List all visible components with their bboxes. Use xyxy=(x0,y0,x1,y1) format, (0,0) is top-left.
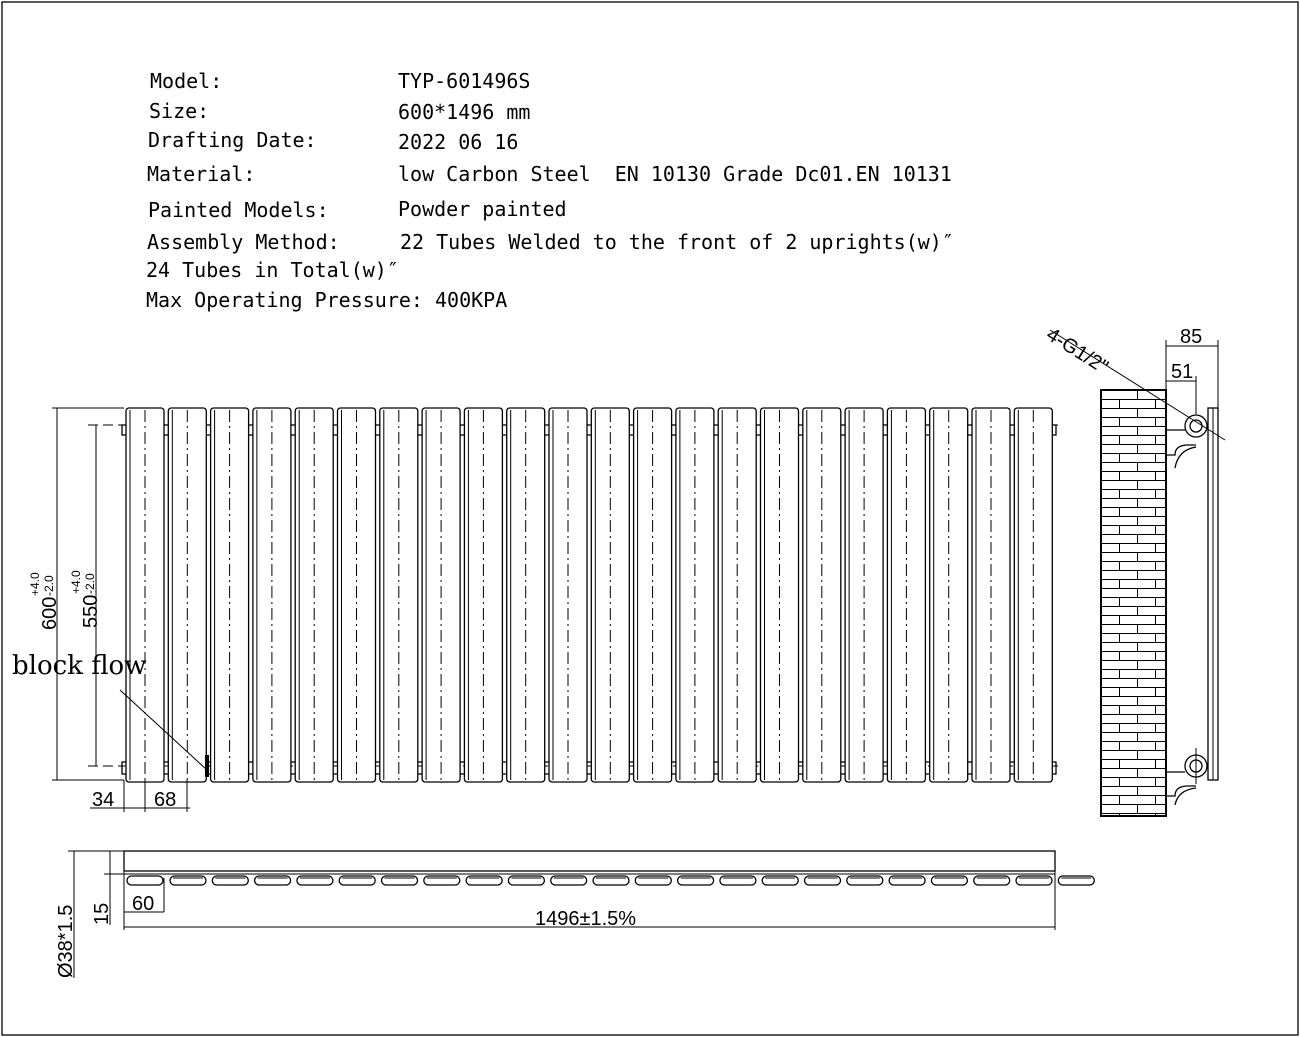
top-view-tube xyxy=(551,876,587,885)
dim-34-label: 34 xyxy=(92,789,115,811)
front-tube xyxy=(845,408,883,782)
top-view-tube xyxy=(1058,876,1094,885)
spec-value-date: 2022 06 16 xyxy=(398,130,519,154)
spec-label-size: Size: xyxy=(149,99,210,123)
top-view-tube xyxy=(847,876,883,885)
top-view-tube xyxy=(466,876,502,885)
top-view-tubes xyxy=(127,876,1094,885)
dim-60-label: 60 xyxy=(132,893,155,915)
spec-label-model: Model: xyxy=(150,69,223,93)
spec-max-pressure: Max Operating Pressure: 400KPA xyxy=(146,288,508,312)
front-tube xyxy=(422,408,460,782)
front-tube xyxy=(126,408,164,782)
connection-label: 4-G1/2" xyxy=(1042,323,1112,379)
dim-15-label: 15 xyxy=(91,902,113,925)
front-tube xyxy=(930,408,968,782)
top-view-tube xyxy=(255,876,291,885)
front-tube xyxy=(549,408,587,782)
top-view-tube xyxy=(931,876,967,885)
dim-tube-label: Ø38*1.5 xyxy=(55,904,77,978)
top-view-tube xyxy=(170,876,206,885)
dim-85-label: 85 xyxy=(1180,326,1203,348)
top-view-tube xyxy=(762,876,798,885)
top-view-tube xyxy=(1016,876,1052,885)
spec-value-size: 600*1496 mm xyxy=(398,100,531,124)
spec-value-material: low Carbon Steel EN 10130 Grade Dc01.EN 10131 xyxy=(398,162,952,186)
bracket-top-arm xyxy=(1175,447,1196,468)
front-tube xyxy=(887,408,925,782)
front-tube xyxy=(972,408,1010,782)
bracket-bottom-arm xyxy=(1175,788,1196,805)
front-tube xyxy=(803,408,841,782)
spec-value-model: TYP-601496S xyxy=(398,69,531,93)
front-tube xyxy=(718,408,756,782)
dim-1496-label: 1496±1.5% xyxy=(535,908,637,930)
dim-51-label: 51 xyxy=(1171,361,1194,383)
top-view-tube xyxy=(805,876,841,885)
top-view-frame xyxy=(124,851,1055,871)
top-view-tube xyxy=(424,876,460,885)
spec-value-assembly: 22 Tubes Welded to the front of 2 uprights(w)″ xyxy=(400,230,954,254)
spec-label-assembly: Assembly Method: xyxy=(147,230,340,254)
dim-68-label: 68 xyxy=(154,789,177,811)
top-view-tube xyxy=(593,876,629,885)
front-tube xyxy=(676,408,714,782)
top-view-tube xyxy=(720,876,756,885)
top-view-tube xyxy=(382,876,418,885)
front-view xyxy=(12,408,1058,812)
front-tube xyxy=(211,408,249,782)
side-view xyxy=(1042,324,1225,816)
top-view-tube xyxy=(974,876,1010,885)
dim-550-value: 550 xyxy=(80,594,102,628)
front-tubes xyxy=(126,408,1052,782)
dim-550-tol-plus: +4.0 xyxy=(69,570,83,594)
connection-top-outer xyxy=(1185,415,1207,437)
spec-label-painted: Painted Models: xyxy=(148,198,329,222)
dim-600-tol-minus: -2.0 xyxy=(42,575,56,596)
top-view-tube xyxy=(678,876,714,885)
front-tube xyxy=(634,408,672,782)
top-view-tube-first xyxy=(127,876,163,885)
front-tube xyxy=(168,408,206,782)
front-tube xyxy=(464,408,502,782)
top-view-tube xyxy=(212,876,248,885)
top-view-tube xyxy=(508,876,544,885)
front-tube xyxy=(253,408,291,782)
dim-600-tol-plus: +4.0 xyxy=(28,572,42,596)
front-tube xyxy=(507,408,545,782)
front-tube xyxy=(295,408,333,782)
bracket-top xyxy=(1166,430,1196,455)
dim-600-value: 600 xyxy=(39,596,61,630)
spec-total-tubes: 24 Tubes in Total(w)″ xyxy=(146,258,399,282)
top-view-tube xyxy=(339,876,375,885)
top-view-tube xyxy=(889,876,925,885)
spec-block xyxy=(146,69,954,312)
front-tube xyxy=(1014,408,1052,782)
brick-wall xyxy=(1101,390,1166,816)
front-tube xyxy=(338,408,376,782)
front-tube xyxy=(380,408,418,782)
spec-label-date: Drafting Date: xyxy=(148,128,317,152)
dim-550-label xyxy=(69,570,102,628)
spec-value-painted: Powder painted xyxy=(398,197,567,221)
dim-550-tol-minus: -2.0 xyxy=(83,573,97,594)
top-view-tube xyxy=(635,876,671,885)
block-flow-note: block flow xyxy=(12,651,147,681)
front-tube xyxy=(761,408,799,782)
spec-label-material: Material: xyxy=(147,162,256,186)
dim-600-label xyxy=(28,572,61,630)
top-view xyxy=(55,851,1094,978)
block-flow-marker xyxy=(205,755,209,777)
top-view-tube xyxy=(297,876,333,885)
front-tube xyxy=(591,408,629,782)
